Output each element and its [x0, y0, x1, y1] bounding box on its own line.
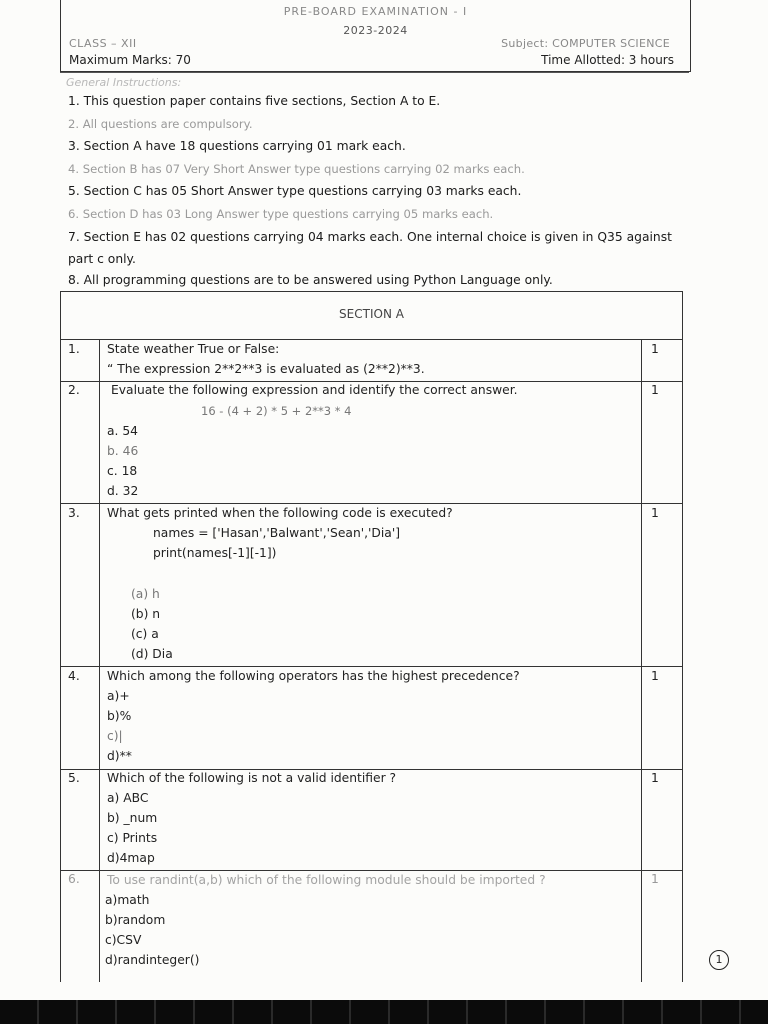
answer-option: (a) h: [131, 587, 160, 601]
instruction-item: 8. All programming questions are to be answered using Python Language only.: [68, 273, 553, 287]
question-number: 1.: [68, 342, 80, 356]
question-number: 3.: [68, 506, 80, 520]
question-marks: 1: [651, 383, 659, 397]
answer-option: b)random: [105, 913, 166, 927]
answer-option: c. 18: [107, 464, 138, 478]
exam-year: 2023-2024: [343, 24, 408, 37]
instruction-item: 6. Section D has 03 Long Answer type questions carrying 05 marks each.: [68, 207, 494, 221]
question-number: 6.: [68, 872, 80, 886]
answer-option: d)**: [107, 749, 132, 763]
answer-option: c) Prints: [107, 831, 158, 845]
column-divider: [99, 339, 100, 982]
exam-header: [60, 0, 691, 72]
exam-title: PRE-BOARD EXAMINATION - I: [283, 5, 468, 18]
section-title: SECTION A: [339, 307, 404, 321]
answer-option: c)|: [107, 729, 123, 743]
answer-option: a)math: [105, 893, 150, 907]
question-text: To use randint(a,b) which of the following module should be imported ?: [107, 873, 546, 887]
answer-option: b)%: [107, 709, 132, 723]
subject-label: Subject: COMPUTER SCIENCE: [501, 37, 670, 50]
question-number: 5.: [68, 771, 80, 785]
column-divider: [641, 339, 642, 982]
code-line: names = ['Hasan','Balwant','Sean','Dia']: [153, 526, 401, 540]
question-number: 2.: [68, 383, 80, 397]
question-marks: 1: [651, 669, 659, 683]
question-text: Which of the following is not a valid identifier ?: [107, 771, 397, 785]
question-text: What gets printed when the following code is executed?: [107, 506, 453, 520]
answer-option: (d) Dia: [131, 647, 173, 661]
question-text: Which among the following operators has the highest precedence?: [107, 669, 520, 683]
general-instructions-heading: General Instructions:: [66, 76, 182, 88]
max-marks-label: Maximum Marks: 70: [69, 53, 191, 67]
class-label: CLASS – XII: [69, 37, 137, 50]
instruction-item: 3. Section A have 18 questions carrying 01 mark each.: [68, 139, 406, 153]
answer-option: d)4map: [107, 851, 155, 865]
answer-option: (b) n: [131, 607, 161, 621]
question-marks: 1: [651, 342, 659, 356]
answer-option: c)CSV: [105, 933, 142, 947]
page-number-badge: 1: [709, 950, 729, 970]
answer-option: b) _num: [107, 811, 158, 825]
instruction-item: 4. Section B has 07 Very Short Answer type questions carrying 02 marks each.: [68, 162, 525, 176]
answer-option: (c) a: [131, 627, 159, 641]
scan-bottom-edge: [0, 1000, 768, 1024]
question-text: Evaluate the following expression and identify the correct answer.: [111, 383, 518, 397]
answer-option: b. 46: [107, 444, 139, 458]
question-marks: 1: [651, 872, 659, 886]
code-line: print(names[-1][-1]): [153, 546, 277, 560]
answer-option: a)+: [107, 689, 130, 703]
time-allotted-label: Time Allotted: 3 hours: [541, 53, 674, 67]
header-divider: [60, 72, 689, 73]
answer-option: a. 54: [107, 424, 139, 438]
answer-option: d)randinteger(): [105, 953, 200, 967]
scan-edge-marks: [0, 1000, 768, 1024]
answer-option: a) ABC: [107, 791, 149, 805]
question-text: State weather True or False:: [107, 342, 280, 356]
question-marks: 1: [651, 506, 659, 520]
questions-table: [60, 291, 683, 982]
instruction-item: 1. This question paper contains five sections, Section A to E.: [68, 94, 441, 108]
question-expression: 16 - (4 + 2) * 5 + 2**3 * 4: [201, 404, 352, 418]
instruction-item: 7. Section E has 02 questions carrying 04 marks each. One internal choice is given in Q35 against part c only.: [68, 230, 672, 266]
question-marks: 1: [651, 771, 659, 785]
question-text: “ The expression 2**2**3 is evaluated as (2**2)**3.: [107, 362, 425, 376]
question-number: 4.: [68, 669, 80, 683]
instruction-item: 2. All questions are compulsory.: [68, 117, 253, 131]
answer-option: d. 32: [107, 484, 139, 498]
instruction-item: 5. Section C has 05 Short Answer type questions carrying 03 marks each.: [68, 184, 522, 198]
